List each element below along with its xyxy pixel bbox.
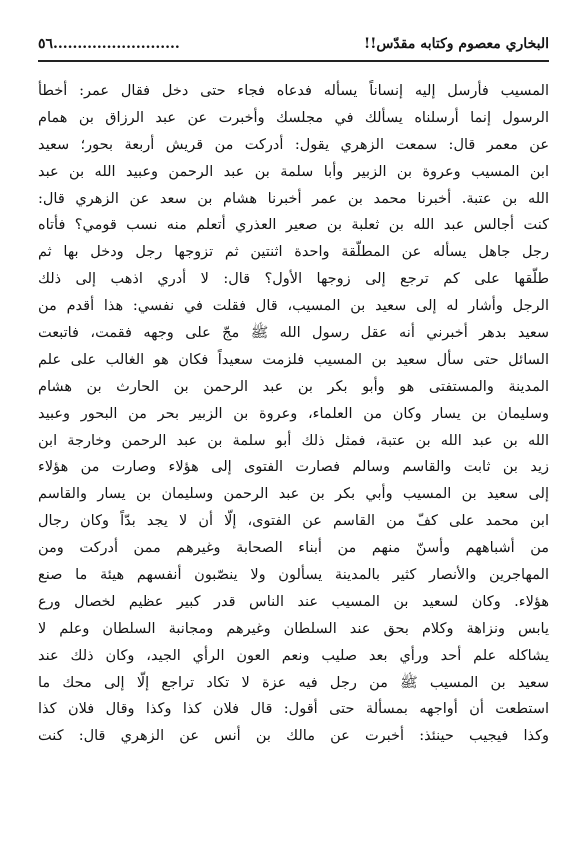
text-line: من أشباههم وأسنّ منهم من أبناء الصحابة وغيرهم ممن أدركت ومن <box>38 540 549 557</box>
text-line: الله بن عتبة. أخبرنا محمد بن عمر أخبرنا هشام بن سعد عن الزهري قال: <box>38 190 549 207</box>
body-text <box>38 78 549 750</box>
text-line: المهاجرين والأنصار كثير بالمدينة يسألون ولا ينصّبون أنفسهم هيئة ما صنع <box>38 567 549 584</box>
text-line: الرجل وأشار له إلى سعيد بن المسيب، قال فقلت في نفسي: هذا أقدم من <box>38 298 549 315</box>
text-line: سعيد بدهر أخبرني أنه عقل رسول الله ﷺ مجّ على وجهه فقمت، فاتبعت <box>38 325 549 342</box>
text-line: الله بن عبد الله بن عتبة، فمثل ذلك أبو سلمة بن عبد الرحمن وخارجة ابن <box>38 432 549 449</box>
text-line: وكذا فيجيب حينئذ: أخبرت عن مالك بن أنس عن الزهري قال: كنت <box>38 728 549 745</box>
text-line: طلّقها على كم ترجع إلى زوجها الأول؟ قال: لا أدري اذهب إلى ذلك <box>38 271 549 288</box>
text-line: الرسول إنما أرسلناه يسألك في مجلسك وأخبرت عن عبد الرزاق بن همام <box>38 109 549 126</box>
text-line: وسليمان بن يسار وكان من العلماء، وعروة بن الزبير بحر من البحور وعبيد <box>38 405 549 422</box>
text-line: يابس ونزاهة وكلام بحق عند السلطان وغيرهم ومجانبة السلطان وعلم لا <box>38 620 549 637</box>
text-line: هؤلاء. وكان لسعيد بن المسيب عند الناس قدر كبير عظيم لخصال ورع <box>38 593 549 610</box>
text-line: رجل جاهل يسأله عن المطلّقة واحدة اثنتين ثم تزوجها رجل ودخل بها ثم <box>38 244 549 261</box>
text-line: إلى سعيد بن المسيب وأبي بكر بن عبد الرحمن وسليمان بن يسار والقاسم <box>38 486 549 503</box>
text-line: عن معمر قال: سمعت الزهري يقول: أدركت من قريش أربعة بحور؛ سعيد <box>38 136 549 153</box>
text-line: ابن المسيب وعروة بن الزبير وأبا سلمة بن عبد الرحمن وعبيد الله بن عبد <box>38 163 549 180</box>
running-header <box>38 30 549 58</box>
text-line: المسيب فأرسل إليه إنساناً يسأله فدعاه فجاء حتى دخل فقال عمر: أخطأ <box>38 83 549 99</box>
text-line: سعيد بن المسيب ﷺ من رجل فيه عزة لا تكاد تراجع إلّا إلى محك ما <box>38 674 549 691</box>
header-rule <box>38 60 549 62</box>
text-line: يشاكله علم أحد ورأي بعد صليب ونعم العون الرأي الجيد، وكان ذلك عند <box>38 647 549 664</box>
text-line: السائل حتى سأل سعيد بن المسيب فلزمت سعيداً فكان هو الغالب على علم <box>38 351 549 368</box>
header-title: البخاري معصوم وكتابه مقدّس!! <box>364 36 549 52</box>
text-line: زيد بن ثابت والقاسم وسالم فصارت الفتوى إلى هؤلاء وصارت من هؤلاء <box>38 459 549 476</box>
text-line: ابن محمد على كفّ من القاسم عن الفتوى، إلّا أن لا يجد بدّاً وكان رجال <box>38 513 549 530</box>
text-line: كنت أجالس عبد الله بن ثعلبة بن صعير العذري أتعلم منه نسب قومي؟ فأتاه <box>38 217 549 234</box>
text-line: المدينة والمستفتى هو وأبو بكر بن عبد الرحمن بن الحارث بن هشام <box>38 378 549 395</box>
text-line: استطعت أن أواجهه بمسألة حتى أقول: قال فلان كذا وكذا وقال فلان كذا <box>38 701 549 718</box>
page-number: ..........................٥٦ <box>38 36 180 52</box>
